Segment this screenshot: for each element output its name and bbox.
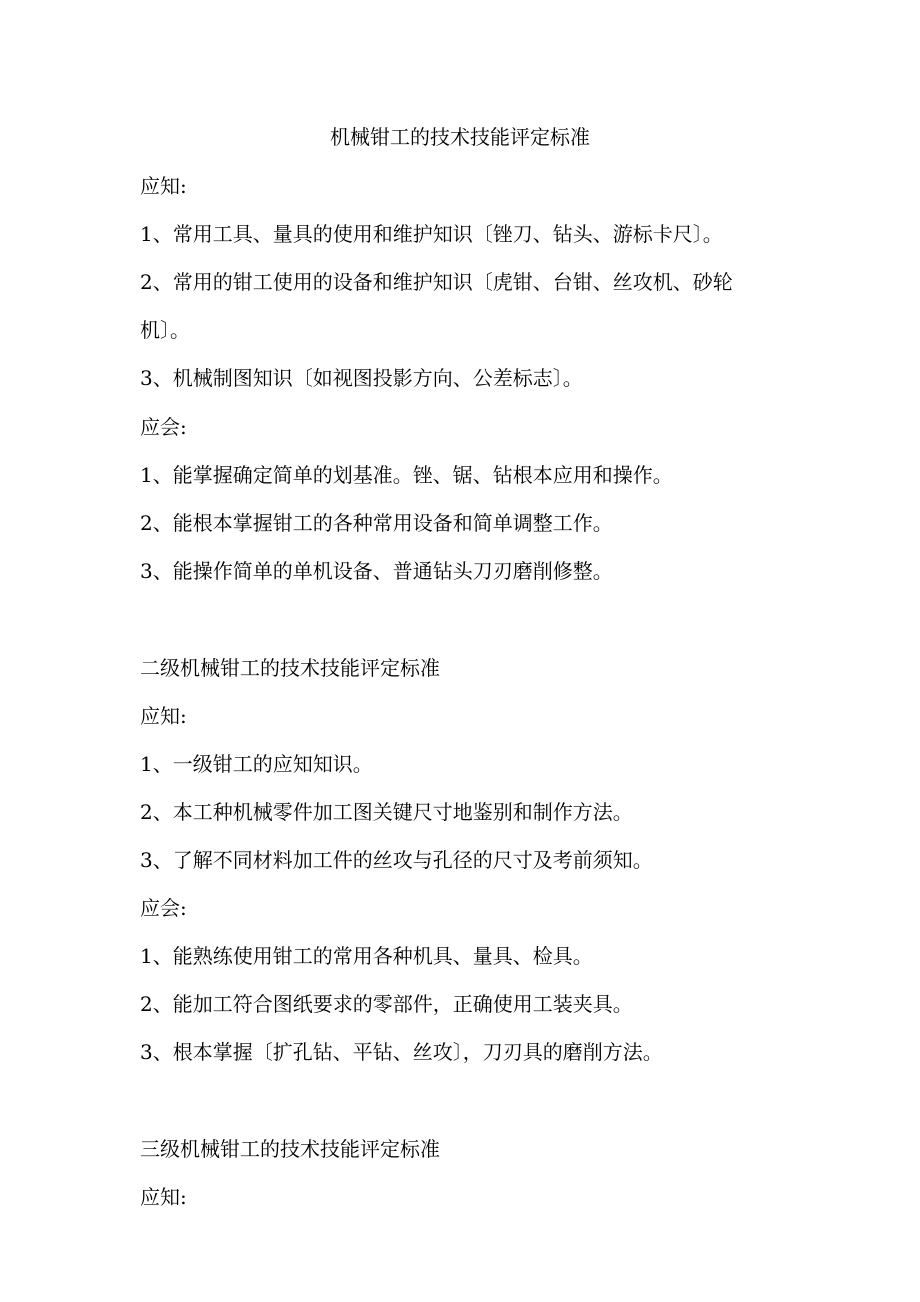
level1-know-item-3: 3、机械制图知识〔如视图投影方向、公差标志〕。 [140,366,583,390]
level2-know-item-1: 1、一级钳工的应知知识。 [140,752,373,776]
level1-can-item-3: 3、能操作简单的单机设备、普通钻头刀刃磨削修整。 [140,559,613,583]
level3-title: 三级机械钳工的技术技能评定标准 [140,1137,440,1161]
level2-can-item-3: 3、根本掌握〔扩孔钻、平钻、丝攻〕，刀刃具的磨削方法。 [140,1040,663,1064]
level2-know-item-3: 3、了解不同材料加工件的丝攻与孔径的尺寸及考前须知。 [140,848,653,872]
level1-can-item-1: 1、能掌握确定简单的划基准。锉、锯、钻根本应用和操作。 [140,463,673,487]
level2-can-heading: 应会: [140,896,187,920]
level3-know-heading: 应知: [140,1185,187,1209]
document-title: 机械钳工的技术技能评定标准 [330,125,590,149]
level2-know-heading: 应知: [140,704,187,728]
level2-can-item-2: 2、能加工符合图纸要求的零部件，正确使用工装夹具。 [140,992,633,1016]
level2-title: 二级机械钳工的技术技能评定标准 [140,656,440,680]
level1-know-item-2: 2、常用的钳工使用的设备和维护知识〔虎钳、台钳、丝攻机、砂轮 [140,270,733,294]
level1-can-item-2: 2、能根本掌握钳工的各种常用设备和简单调整工作。 [140,511,613,535]
level1-know-item-1: 1、常用工具、量具的使用和维护知识〔锉刀、钻头、游标卡尺〕。 [140,222,723,246]
level2-know-item-2: 2、本工种机械零件加工图关键尺寸地鉴别和制作方法。 [140,800,633,824]
level1-know-item-2-continued: 机〕。 [140,318,190,342]
level2-can-item-1: 1、能熟练使用钳工的常用各种机具、量具、检具。 [140,944,593,968]
level1-know-heading: 应知: [140,174,187,198]
level1-can-heading: 应会: [140,415,187,439]
